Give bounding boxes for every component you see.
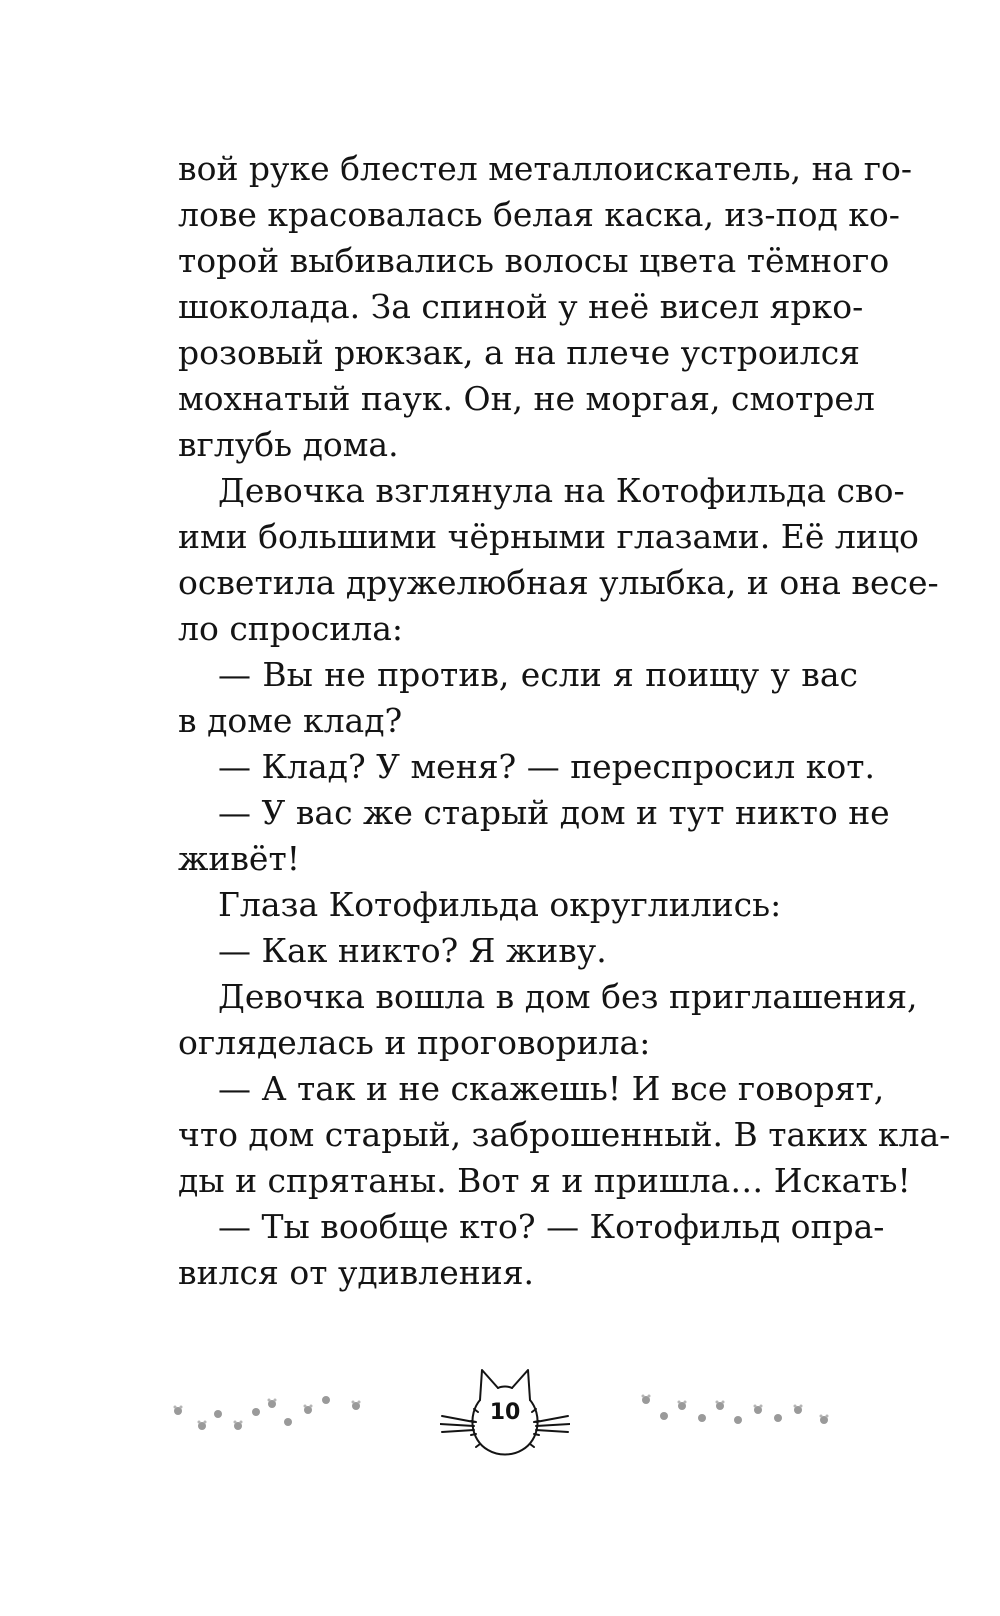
text-line: лове красовалась белая каска, из-под ко- bbox=[178, 195, 900, 234]
text-line: торой выбивались волосы цвета тёмного bbox=[178, 241, 890, 280]
text-line: ими большими чёрными глазами. Её лицо bbox=[178, 517, 919, 556]
body-text bbox=[178, 146, 951, 1296]
text-line: Девочка взглянула на Котофильда сво- bbox=[218, 471, 905, 510]
text-line: — Клад? У меня? — переспросил кот. bbox=[218, 747, 876, 786]
text-line: огляделась и проговорила: bbox=[178, 1023, 651, 1062]
text-line: вился от удивления. bbox=[178, 1253, 535, 1292]
text-line: Девочка вошла в дом без приглашения, bbox=[218, 977, 918, 1016]
text-line: мохнатый паук. Он, не моргая, смотрел bbox=[178, 379, 875, 418]
paw-print-icon bbox=[630, 1356, 850, 1466]
text-line: ды и спрятаны. Вот я и пришла… Искать! bbox=[178, 1161, 911, 1200]
paw-print-icon bbox=[160, 1356, 380, 1466]
text-line: шоколада. За спиной у неё висел ярко- bbox=[178, 287, 864, 326]
text-line: — Ты вообще кто? — Котофильд опра- bbox=[218, 1207, 885, 1246]
text-line: в доме клад? bbox=[178, 701, 403, 740]
text-line: Глаза Котофильда округлились: bbox=[218, 885, 782, 924]
text-line: живёт! bbox=[178, 839, 300, 878]
text-line: — А так и не скажешь! И все говорят, bbox=[218, 1069, 885, 1108]
text-line: ло спросила: bbox=[178, 609, 404, 648]
text-line: вой руке блестел металлоискатель, на го- bbox=[178, 149, 913, 188]
text-line: вглубь дома. bbox=[178, 425, 399, 464]
text-line: розовый рюкзак, а на плече устроился bbox=[178, 333, 860, 372]
text-line: — У вас же старый дом и тут никто не bbox=[218, 793, 890, 832]
text-line: — Как никто? Я живу. bbox=[218, 931, 607, 970]
page-footer bbox=[0, 1356, 1000, 1466]
page-number: 10 bbox=[489, 1400, 521, 1425]
text-line: что дом старый, заброшенный. В таких кла- bbox=[178, 1115, 951, 1154]
text-line: осветила дружелюбная улыбка, и она весе- bbox=[178, 563, 939, 602]
text-line: — Вы не против, если я поищу у вас bbox=[218, 655, 858, 694]
